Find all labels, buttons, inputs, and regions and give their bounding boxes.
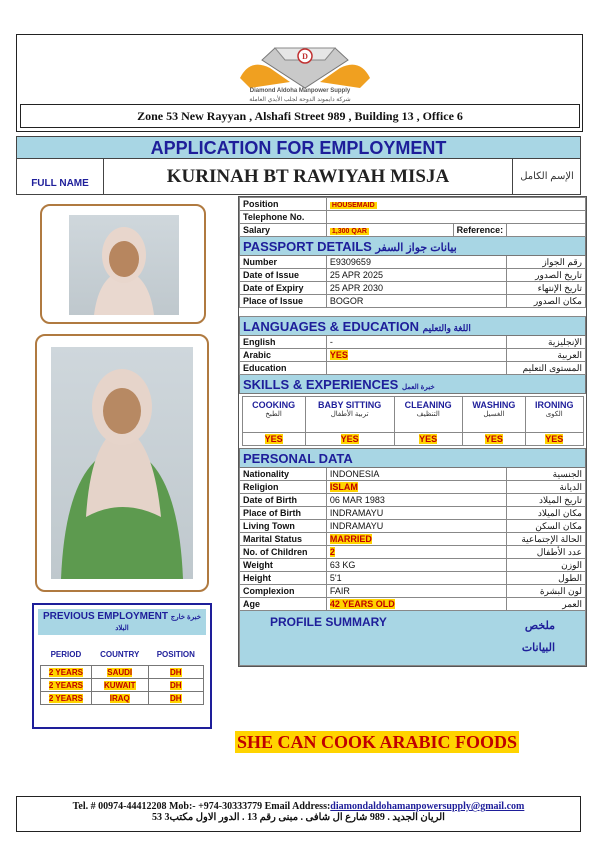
personal-row [240, 520, 586, 533]
passport-label: Date of Issue [240, 269, 327, 282]
skill-2 [394, 397, 462, 433]
languages-label: Arabic [240, 349, 327, 362]
skill-name: COOKING [252, 400, 296, 410]
personal-label: No. of Children [240, 546, 327, 559]
skill-1 [305, 397, 394, 433]
languages-section [240, 317, 586, 336]
personal-value: INDONESIA [329, 469, 380, 479]
languages-label-ar: العربية [507, 349, 586, 362]
languages-title: LANGUAGES & EDUCATION [243, 318, 419, 334]
headshot-frame [40, 204, 206, 324]
passport-title: PASSPORT DETAILS [243, 238, 372, 254]
footer [16, 796, 581, 832]
skill-value: YES [545, 434, 564, 444]
personal-label-ar: لون البشرة [507, 585, 586, 598]
company-name-en: Diamond Aldoha Manpower Supply [249, 88, 351, 94]
fullbody-frame [35, 334, 209, 592]
personal-label: Height [240, 572, 327, 585]
previous-title: PREVIOUS EMPLOYMENT [42, 611, 168, 622]
passport-value: BOGOR [329, 296, 364, 306]
full-name-label: FULL NAME [31, 178, 89, 189]
languages-value: YES [329, 350, 348, 360]
personal-value: FAIR [329, 586, 350, 596]
personal-row [240, 572, 586, 585]
previous-cell: 2 YEARS [48, 693, 83, 703]
reference-label: Reference: [453, 224, 507, 237]
previous-cell: 2 YEARS [48, 667, 83, 677]
personal-value: MARRIED [329, 534, 372, 544]
previous-row [41, 666, 204, 679]
salary-value: 1,300 QAR [331, 228, 367, 235]
previous-cell: DH [170, 667, 182, 677]
personal-label: Living Town [240, 520, 327, 533]
personal-label-ar: الوزن [507, 559, 586, 572]
previous-row [41, 679, 204, 692]
previous-header: COUNTRY [100, 649, 140, 659]
position-label: Position [240, 198, 327, 211]
passport-row [240, 295, 586, 308]
skill-value: YES [340, 434, 359, 444]
passport-label: Date of Expiry [240, 282, 327, 295]
personal-label: Religion [240, 481, 327, 494]
skill-name: CLEANING [404, 400, 452, 410]
personal-row [240, 533, 586, 546]
passport-title-ar: بيانات جواز السفر [375, 241, 457, 254]
position-value: HOUSEMAID [331, 202, 375, 209]
previous-employment [32, 603, 212, 729]
personal-label-ar: الجنسية [507, 468, 586, 481]
languages-label: Education [240, 362, 327, 375]
profile-summary [240, 611, 586, 666]
skill-value: YES [484, 434, 503, 444]
skill-value: YES [419, 434, 438, 444]
personal-label-ar: الحالة الإجتماعية [507, 533, 586, 546]
details-panel [238, 196, 587, 667]
personal-label-ar: مكان السكن [507, 520, 586, 533]
previous-cell: 2 YEARS [48, 680, 83, 690]
previous-cell: SAUDI [107, 667, 133, 677]
skill-name-ar: تربية الأطفال [330, 411, 369, 418]
languages-title-ar: اللغة والتعليم [422, 322, 471, 333]
passport-label-ar: تاريخ الصدور [507, 269, 586, 282]
company-logo [230, 38, 380, 94]
company-name-ar: شركة دايموند الدوحة لجلب الأيدي العاملة [249, 97, 351, 103]
headshot-photo [69, 215, 179, 315]
personal-label-ar: الديانة [507, 481, 586, 494]
personal-row [240, 598, 586, 611]
personal-title: PERSONAL DATA [243, 450, 353, 466]
personal-value: 5'1 [329, 573, 342, 583]
personal-row [240, 585, 586, 598]
full-name-value: KURINAH BT RAWIYAH MISJA [103, 159, 513, 194]
previous-cell: DH [170, 680, 182, 690]
skill-value: YES [264, 434, 283, 444]
skill-4 [525, 397, 583, 433]
company-address: Zone 53 New Rayyan , Alshafi Street 989 , Building 13 , Office 6 [20, 104, 580, 128]
personal-label-ar: تاريخ الميلاد [507, 494, 586, 507]
previous-header: PERIOD [50, 649, 82, 659]
passport-label-ar: تاريخ الإنتهاء [507, 282, 586, 295]
languages-label: English [240, 336, 327, 349]
personal-row [240, 546, 586, 559]
passport-value: E9309659 [329, 257, 371, 267]
skill-name-ar: الغسيل [483, 411, 505, 418]
personal-value: INDRAMAYU [329, 521, 384, 531]
fullbody-photo [51, 347, 193, 579]
previous-title-ar: خبرة خارج البلاد [115, 614, 202, 632]
page-title: APPLICATION FOR EMPLOYMENT [16, 136, 581, 159]
personal-label-ar: الطول [507, 572, 586, 585]
personal-row [240, 559, 586, 572]
passport-label: Place of Issue [240, 295, 327, 308]
personal-label: Weight [240, 559, 327, 572]
languages-row [240, 362, 586, 375]
personal-value: 2 [329, 547, 335, 557]
passport-row [240, 282, 586, 295]
skill-name-ar: الطبخ [265, 411, 282, 418]
skills-title: SKILLS & EXPERIENCES [243, 376, 399, 392]
skill-name: WASHING [472, 400, 516, 410]
passport-label-ar: رقم الجواز [507, 256, 586, 269]
personal-label-ar: عدد الأطفال [507, 546, 586, 559]
telephone-label: Telephone No. [240, 211, 327, 224]
skill-3 [462, 397, 525, 433]
personal-value: ISLAM [329, 482, 358, 492]
personal-label: Complexion [240, 585, 327, 598]
languages-label-ar: المستوى التعليم [507, 362, 586, 375]
languages-row [240, 349, 586, 362]
footer-contact: Tel. # 00974-44412208 Mob:- +974-30333779 Email Address: [72, 801, 331, 812]
telephone-value [326, 211, 585, 224]
passport-row [240, 256, 586, 269]
full-name-row [16, 159, 581, 195]
full-name-label-ar: الإسم الكامل [520, 171, 574, 182]
personal-label-ar: العمر [507, 598, 586, 611]
previous-cell: IRAQ [109, 693, 130, 703]
personal-label: Marital Status [240, 533, 327, 546]
passport-value: 25 APR 2025 [329, 270, 383, 280]
footer-address-ar: 53 الريان الجديد . 989 شارع ال شافى . مبنى رقم 13 . الدور الاول مكتب3 [152, 812, 445, 823]
personal-label: Date of Birth [240, 494, 327, 507]
salary-label: Salary [240, 224, 327, 237]
personal-value: 63 KG [329, 560, 356, 570]
personal-label-ar: مكان الميلاد [507, 507, 586, 520]
personal-label: Place of Birth [240, 507, 327, 520]
personal-label: Age [240, 598, 327, 611]
personal-value: INDRAMAYU [329, 508, 384, 518]
profile-title-ar: ملخص البيانات [521, 620, 555, 654]
personal-value: 06 MAR 1983 [329, 495, 385, 505]
skills-section [240, 375, 586, 394]
languages-value: - [329, 337, 333, 347]
personal-row [240, 507, 586, 520]
personal-label: Nationality [240, 468, 327, 481]
skill-0 [242, 397, 305, 433]
skills-table [242, 396, 584, 446]
previous-row [41, 692, 204, 705]
skills-title-ar: خبرة العمل [401, 383, 435, 391]
passport-value: 25 APR 2030 [329, 283, 383, 293]
personal-section [240, 449, 586, 468]
skill-name-ar: التنظيف [416, 411, 440, 418]
svg-text:D: D [302, 52, 308, 61]
personal-row [240, 468, 586, 481]
passport-label-ar: مكان الصدور [507, 295, 586, 308]
personal-row [240, 494, 586, 507]
skill-name-ar: الكوى [545, 411, 563, 418]
previous-header: POSITION [156, 649, 195, 659]
profile-title: PROFILE SUMMARY [270, 615, 387, 629]
passport-row [240, 269, 586, 282]
languages-label-ar: الإنجليزية [507, 336, 586, 349]
passport-section [240, 237, 586, 256]
languages-row [240, 336, 586, 349]
skill-name: IRONING [534, 400, 574, 410]
personal-row [240, 481, 586, 494]
previous-cell: DH [170, 693, 182, 703]
previous-cell: KUWAIT [103, 680, 136, 690]
skill-name: BABY SITTING [317, 400, 382, 410]
remark-text: SHE CAN COOK ARABIC FOODS [237, 732, 518, 752]
personal-value: 42 YEARS OLD [329, 599, 395, 609]
passport-label: Number [240, 256, 327, 269]
footer-email-link[interactable]: diamondaldohamanpowersupply@gmail.com [330, 801, 525, 812]
